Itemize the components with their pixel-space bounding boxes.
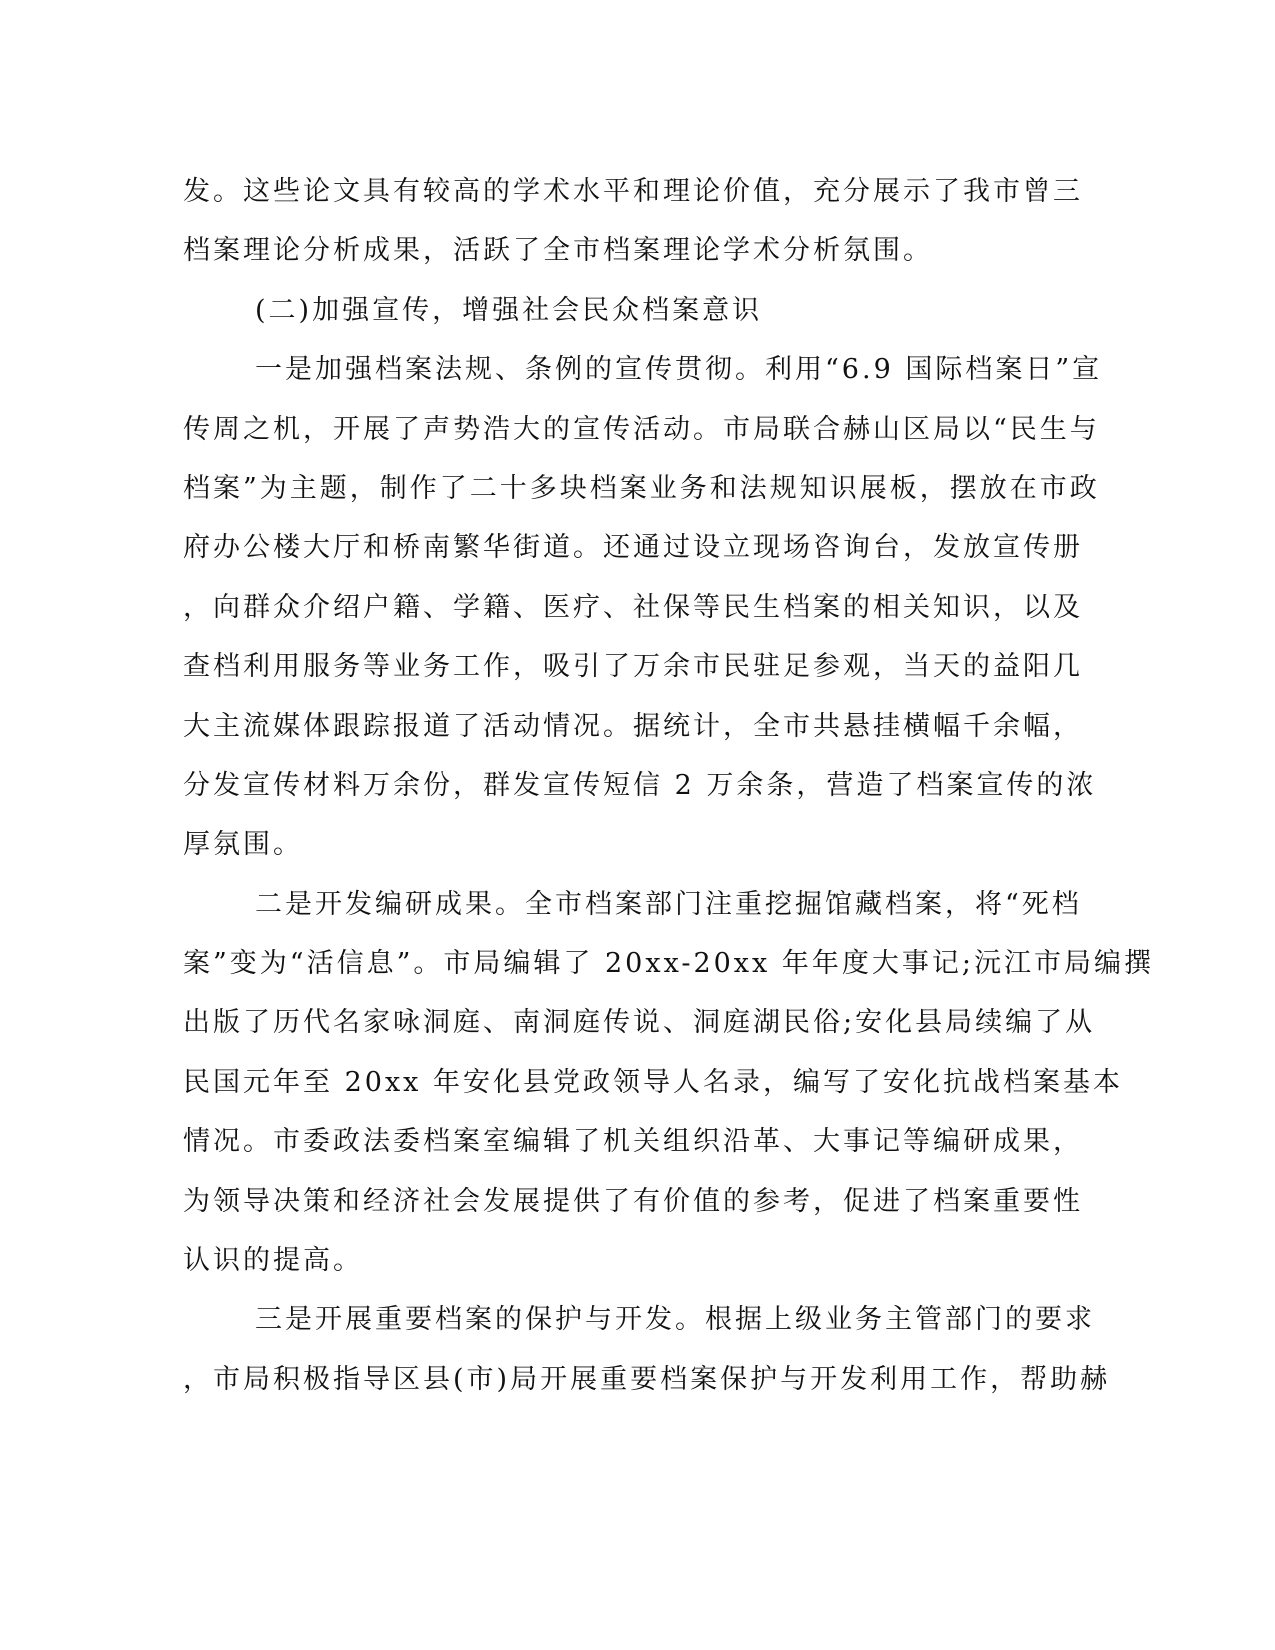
text-line: ，向群众介绍户籍、学籍、医疗、社保等民生档案的相关知识，以及 <box>183 591 1083 623</box>
text-line: ，市局积极指导区县(市)局开展重要档案保护与开发利用工作，帮助赫 <box>183 1363 1111 1395</box>
text-line: 档案理论分析成果，活跃了全市档案理论学术分析氛围。 <box>183 235 933 267</box>
text-line: 府办公楼大厅和桥南繁华街道。还通过设立现场咨询台，发放宣传册 <box>183 532 1083 564</box>
text-line: 二是开发编研成果。全市档案部门注重挖掘馆藏档案，将“死档 <box>255 888 1082 920</box>
text-line: 认识的提高。 <box>183 1245 363 1277</box>
section-heading: (二)加强宣传，增强社会民众档案意识 <box>255 294 763 326</box>
text-line: 档案”为主题，制作了二十多块档案业务和法规知识展板，摆放在市政 <box>183 472 1100 504</box>
text-line: 案”变为“活信息”。市局编辑了 20xx-20xx 年年度大事记;沅江市局编撰 <box>183 948 1154 980</box>
text-line: 为领导决策和经济社会发展提供了有价值的参考，促进了档案重要性 <box>183 1185 1083 1217</box>
text-line: 传周之机，开展了声势浩大的宣传活动。市局联合赫山区局以“民生与 <box>183 413 1100 445</box>
text-line: 出版了历代名家咏洞庭、南洞庭传说、洞庭湖民俗;安化县局续编了从 <box>183 1007 1096 1039</box>
text-line: 大主流媒体跟踪报道了活动情况。据统计，全市共悬挂横幅千余幅， <box>183 710 1083 742</box>
text-line: 厚氛围。 <box>183 829 303 861</box>
text-line: 分发宣传材料万余份，群发宣传短信 2 万余条，营造了档案宣传的浓 <box>183 769 1097 801</box>
text-line: 民国元年至 20xx 年安化县党政领导人名录，编写了安化抗战档案基本 <box>183 1066 1123 1098</box>
body-text <box>183 162 1154 1409</box>
text-line: 一是加强档案法规、条例的宣传贯彻。利用“6.9 国际档案日”宣 <box>255 354 1103 386</box>
text-line: 发。这些论文具有较高的学术水平和理论价值，充分展示了我市曾三 <box>183 176 1083 207</box>
text-line: 三是开展重要档案的保护与开发。根据上级业务主管部门的要求 <box>255 1304 1095 1336</box>
text-line: 情况。市委政法委档案室编辑了机关组织沿革、大事记等编研成果， <box>183 1126 1083 1158</box>
text-line: 查档利用服务等业务工作，吸引了万余市民驻足参观，当天的益阳几 <box>183 651 1083 683</box>
